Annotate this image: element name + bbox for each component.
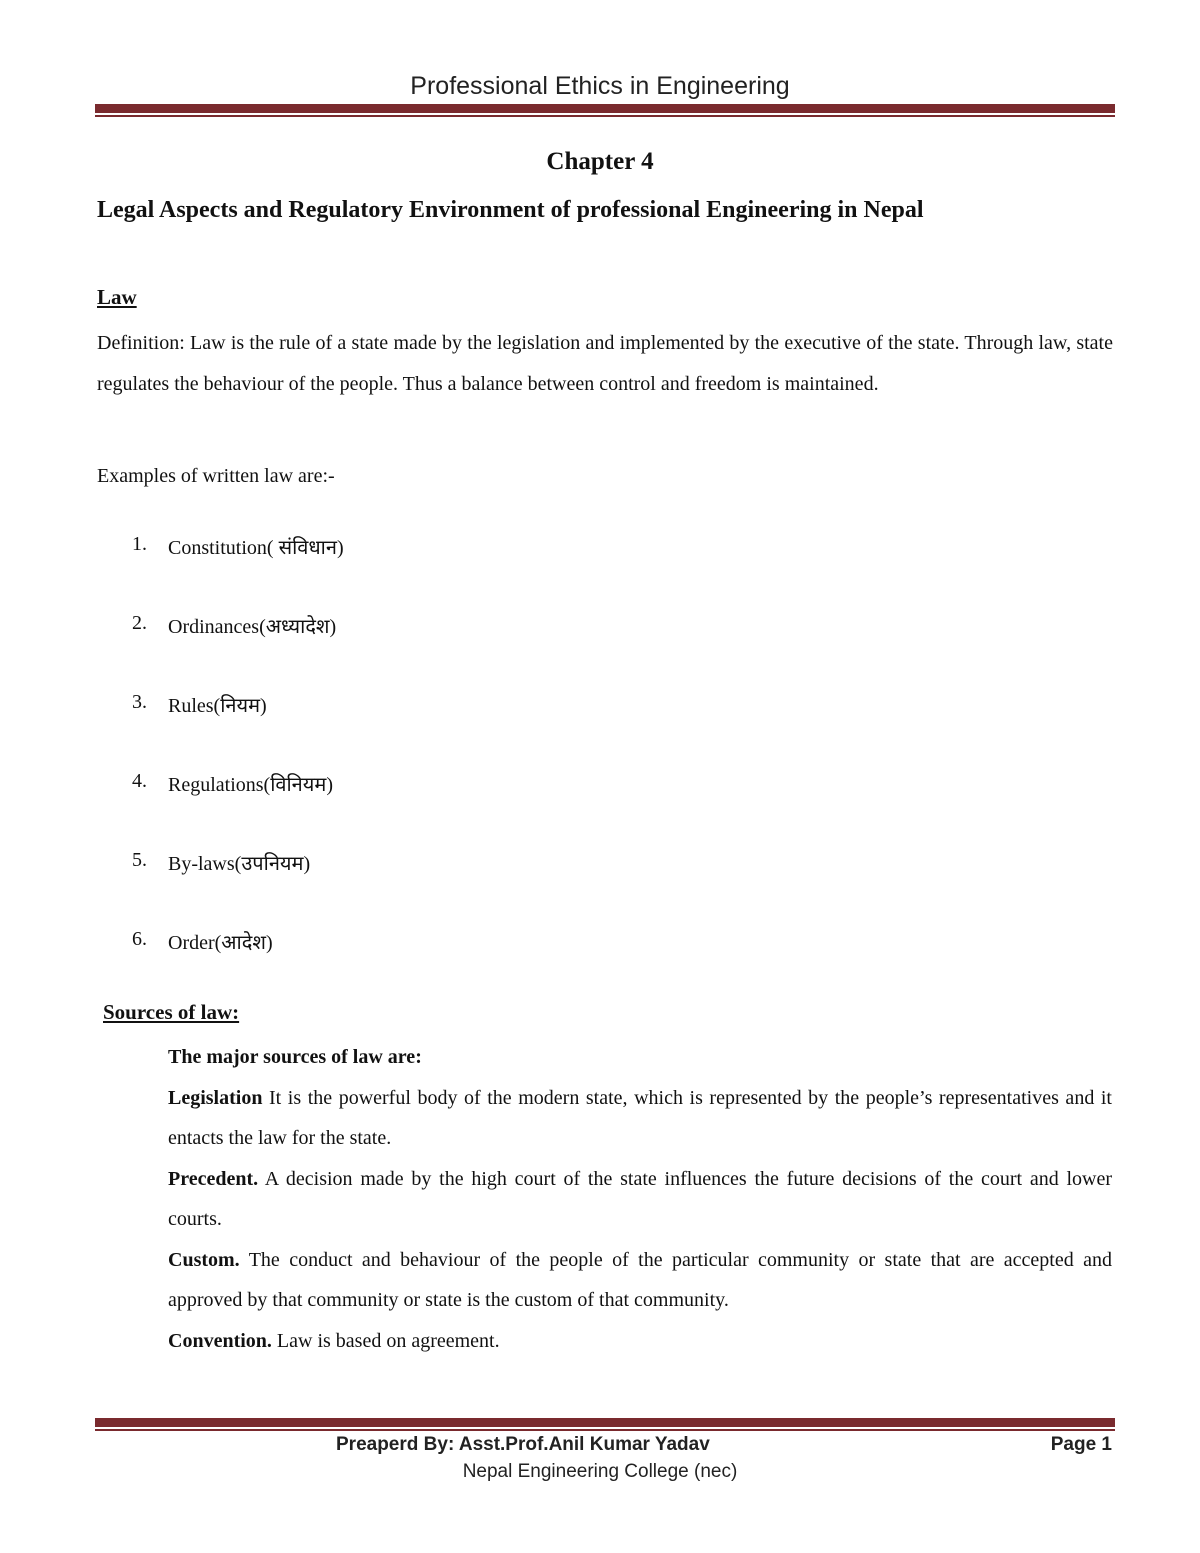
source-term: Precedent.: [168, 1167, 259, 1190]
source-description: Law is based on agreement.: [271, 1329, 500, 1352]
chapter-title: Legal Aspects and Regulatory Environment of professional Engineering in Nepal: [97, 197, 924, 223]
list-item-number: 5.: [132, 849, 147, 871]
page-number: Page 1: [1050, 1434, 1112, 1455]
source-term: Legislation: [168, 1086, 263, 1109]
chapter-number: Chapter 4: [546, 148, 654, 175]
source-item-custom: [168, 1240, 1112, 1321]
list-item-number: 2.: [132, 612, 147, 634]
header-rule: [95, 104, 1115, 113]
running-header-title: Professional Ethics in Engineering: [410, 72, 790, 100]
source-term: Convention.: [168, 1329, 272, 1352]
footer-author: Preaperd By: Asst.Prof.Anil Kumar Yadav: [336, 1434, 710, 1455]
source-item-legislation: [168, 1078, 1112, 1159]
source-item-convention: [168, 1321, 1112, 1362]
list-item-number: 3.: [132, 691, 147, 713]
list-item-number: 6.: [132, 928, 147, 950]
law-definition: Definition: Law is the rule of a state made by the legislation and implemented by the executive of the state. Through law, state regulates the behaviour of the people. Thus a balance between control and freedom is maintained.: [97, 332, 1113, 395]
sources-block: [168, 1037, 1112, 1361]
list-item-text: Constitution( संविधान): [168, 537, 344, 559]
source-term: Custom.: [168, 1248, 240, 1271]
source-description: It is the powerful body of the modern state, which is represented by the people’s representatives and it entacts the law for the state.: [168, 1086, 1112, 1149]
sources-intro: The major sources of law are:: [168, 1046, 422, 1068]
list-item-text: Ordinances(अध्यादेश): [168, 616, 337, 638]
footer-rule-thin: [95, 1429, 1115, 1431]
source-description: The conduct and behaviour of the people of the particular community or state that are accepted and approved by that community or state is the custom of that community.: [168, 1248, 1112, 1311]
list-item-text: By-laws(उपनियम): [168, 853, 311, 875]
law-heading: Law: [97, 285, 137, 309]
list-item-text: Order(आदेश): [168, 932, 273, 954]
sources-heading: Sources of law:: [103, 1000, 240, 1024]
source-description: A decision made by the high court of the state influences the future decisions of the court and lower courts.: [168, 1167, 1112, 1230]
footer-college: Nepal Engineering College (nec): [462, 1461, 738, 1482]
source-item-precedent: [168, 1159, 1112, 1240]
list-item-number: 4.: [132, 770, 147, 792]
list-item-text: Regulations(विनियम): [168, 774, 334, 796]
header-rule-thin: [95, 115, 1115, 117]
footer-rule: [95, 1418, 1115, 1427]
list-item-text: Rules(नियम): [168, 695, 267, 717]
list-item-number: 1.: [132, 533, 147, 555]
examples-intro: Examples of written law are:-: [97, 465, 335, 487]
